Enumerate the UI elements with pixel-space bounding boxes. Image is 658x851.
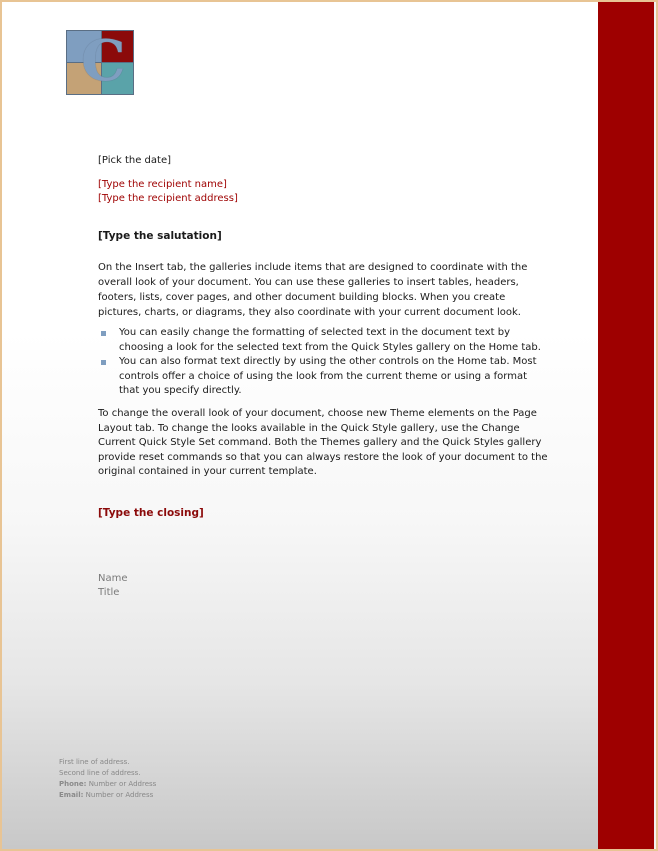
body-paragraph-2: To change the overall look of your document, choose new Theme elements on the Page Layout tab. To change the looks available in the Quick Style gallery, use the Change Current Quick Style Set command. Both the Themes gallery and the Quick Styles gallery provide reset commands so that you can always restore the look of your document to the original contained in your current template. [98,408,548,478]
square-bullet-icon [101,331,106,336]
phone-value[interactable]: Number or Address [88,780,157,788]
email-label: Email: [59,791,84,799]
email-value[interactable]: Number or Address [85,791,154,799]
page-right-edge [654,2,656,849]
footer-contact [59,757,156,801]
square-bullet-icon [101,360,106,365]
logo-letter: C [81,28,126,94]
email-line [59,790,156,801]
address-line-2[interactable]: Second line of address. [59,769,141,777]
list-item-text: You can easily change the formatting of selected text in the document text by choosing a look for the selected text from the Quick Styles gallery on the Home tab. [119,327,541,353]
date-placeholder[interactable]: [Pick the date] [98,155,171,166]
address-line-1[interactable]: First line of address. [59,758,130,766]
signer-name[interactable]: Name [98,573,128,584]
company-logo-icon [66,30,134,95]
list-item [98,326,546,355]
phone-line [59,779,156,790]
recipient-address-placeholder[interactable]: [Type the recipient address] [98,192,238,204]
recipient-block [98,178,238,205]
list-item [98,355,546,399]
red-side-band [598,2,654,849]
bullet-list [98,326,546,399]
salutation-placeholder[interactable]: [Type the salutation] [98,230,222,242]
list-item-text: You can also format text directly by using the other controls on the Home tab. Most controls offer a choice of using the look from the current theme or using a format that you specify directly. [119,356,537,396]
closing-placeholder[interactable]: [Type the closing] [98,507,204,519]
signer-block [98,572,128,600]
phone-label: Phone: [59,780,87,788]
signer-title[interactable]: Title [98,587,120,598]
recipient-name-placeholder[interactable]: [Type the recipient name] [98,179,227,190]
body-paragraph-1: On the Insert tab, the galleries include items that are designed to coordinate with the overall look of your document. You can use these galleries to insert tables, headers, footers, lists, cover pages, and other document building blocks. When you create pictures, charts, or diagrams, they also coordinate with your current document look. [98,262,528,318]
